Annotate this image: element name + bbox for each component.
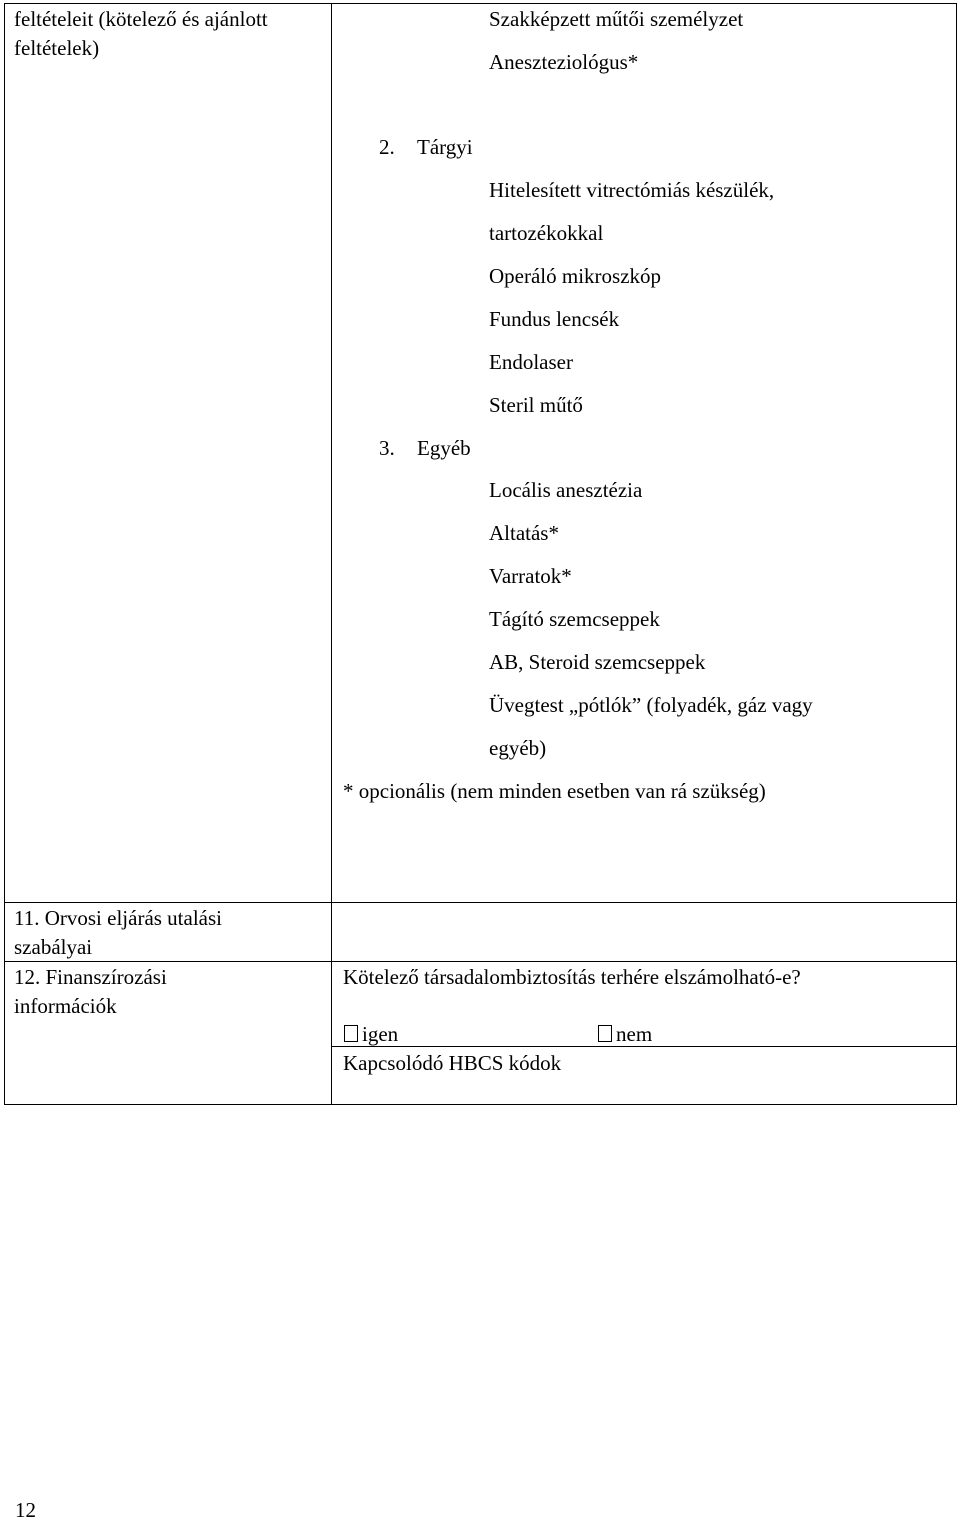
equipment-item: Endolaser	[489, 350, 573, 374]
other-item: Üvegtest „pótlók” (folyadék, gáz vagy	[489, 693, 813, 717]
table-border-top	[4, 3, 957, 4]
other-item: Varratok*	[489, 564, 572, 588]
other-item: Locális anesztézia	[489, 478, 643, 502]
optional-footnote: * opcionális (nem minden esetben van rá szükség)	[343, 779, 766, 803]
referral-rules-label-line-2: szabályai	[14, 935, 93, 959]
row-divider-11	[4, 902, 957, 903]
financing-label-line-2: információk	[14, 994, 117, 1018]
table-border-right	[956, 3, 957, 1105]
equipment-item: Fundus lencsék	[489, 307, 620, 331]
page-number: 12	[15, 1498, 36, 1522]
conditions-label-line-2: feltételek)	[14, 36, 100, 60]
row-divider-12	[4, 961, 957, 962]
conditions-label-line-1: feltételeit (kötelező és ajánlott	[14, 7, 268, 31]
personnel-item: Aneszteziológus*	[489, 50, 639, 74]
table-border-bottom	[4, 1104, 957, 1105]
referral-rules-label-line-1: 11. Orvosi eljárás utalási	[14, 906, 223, 930]
option-yes-label: igen	[362, 1022, 399, 1046]
option-yes[interactable]	[344, 1024, 398, 1045]
checkbox-no[interactable]	[598, 1025, 612, 1042]
table-column-divider	[331, 3, 332, 1105]
section-3-number: 3.	[379, 436, 395, 460]
other-item: AB, Steroid szemcseppek	[489, 650, 706, 674]
equipment-item: tartozékokkal	[489, 221, 604, 245]
insurance-question: Kötelező társadalombiztosítás terhére elszámolható-e?	[343, 965, 801, 989]
hbcs-codes-label: Kapcsolódó HBCS kódok	[343, 1051, 562, 1075]
personnel-item: Szakképzett műtői személyzet	[489, 7, 744, 31]
other-item: egyéb)	[489, 736, 547, 760]
other-item: Tágító szemcseppek	[489, 607, 660, 631]
equipment-item: Operáló mikroszkóp	[489, 264, 662, 288]
financing-label-line-1: 12. Finanszírozási	[14, 965, 167, 989]
equipment-item: Hitelesített vitrectómiás készülék,	[489, 178, 775, 202]
table-border-left	[4, 3, 5, 1105]
hbcs-divider	[331, 1046, 957, 1047]
section-2-number: 2.	[379, 135, 395, 159]
section-3-title: Egyéb	[417, 436, 471, 460]
section-2-title: Tárgyi	[417, 135, 473, 159]
option-no[interactable]	[598, 1024, 652, 1045]
equipment-item: Steril műtő	[489, 393, 583, 417]
option-no-label: nem	[616, 1022, 653, 1046]
checkbox-yes[interactable]	[344, 1025, 358, 1042]
other-item: Altatás*	[489, 521, 559, 545]
